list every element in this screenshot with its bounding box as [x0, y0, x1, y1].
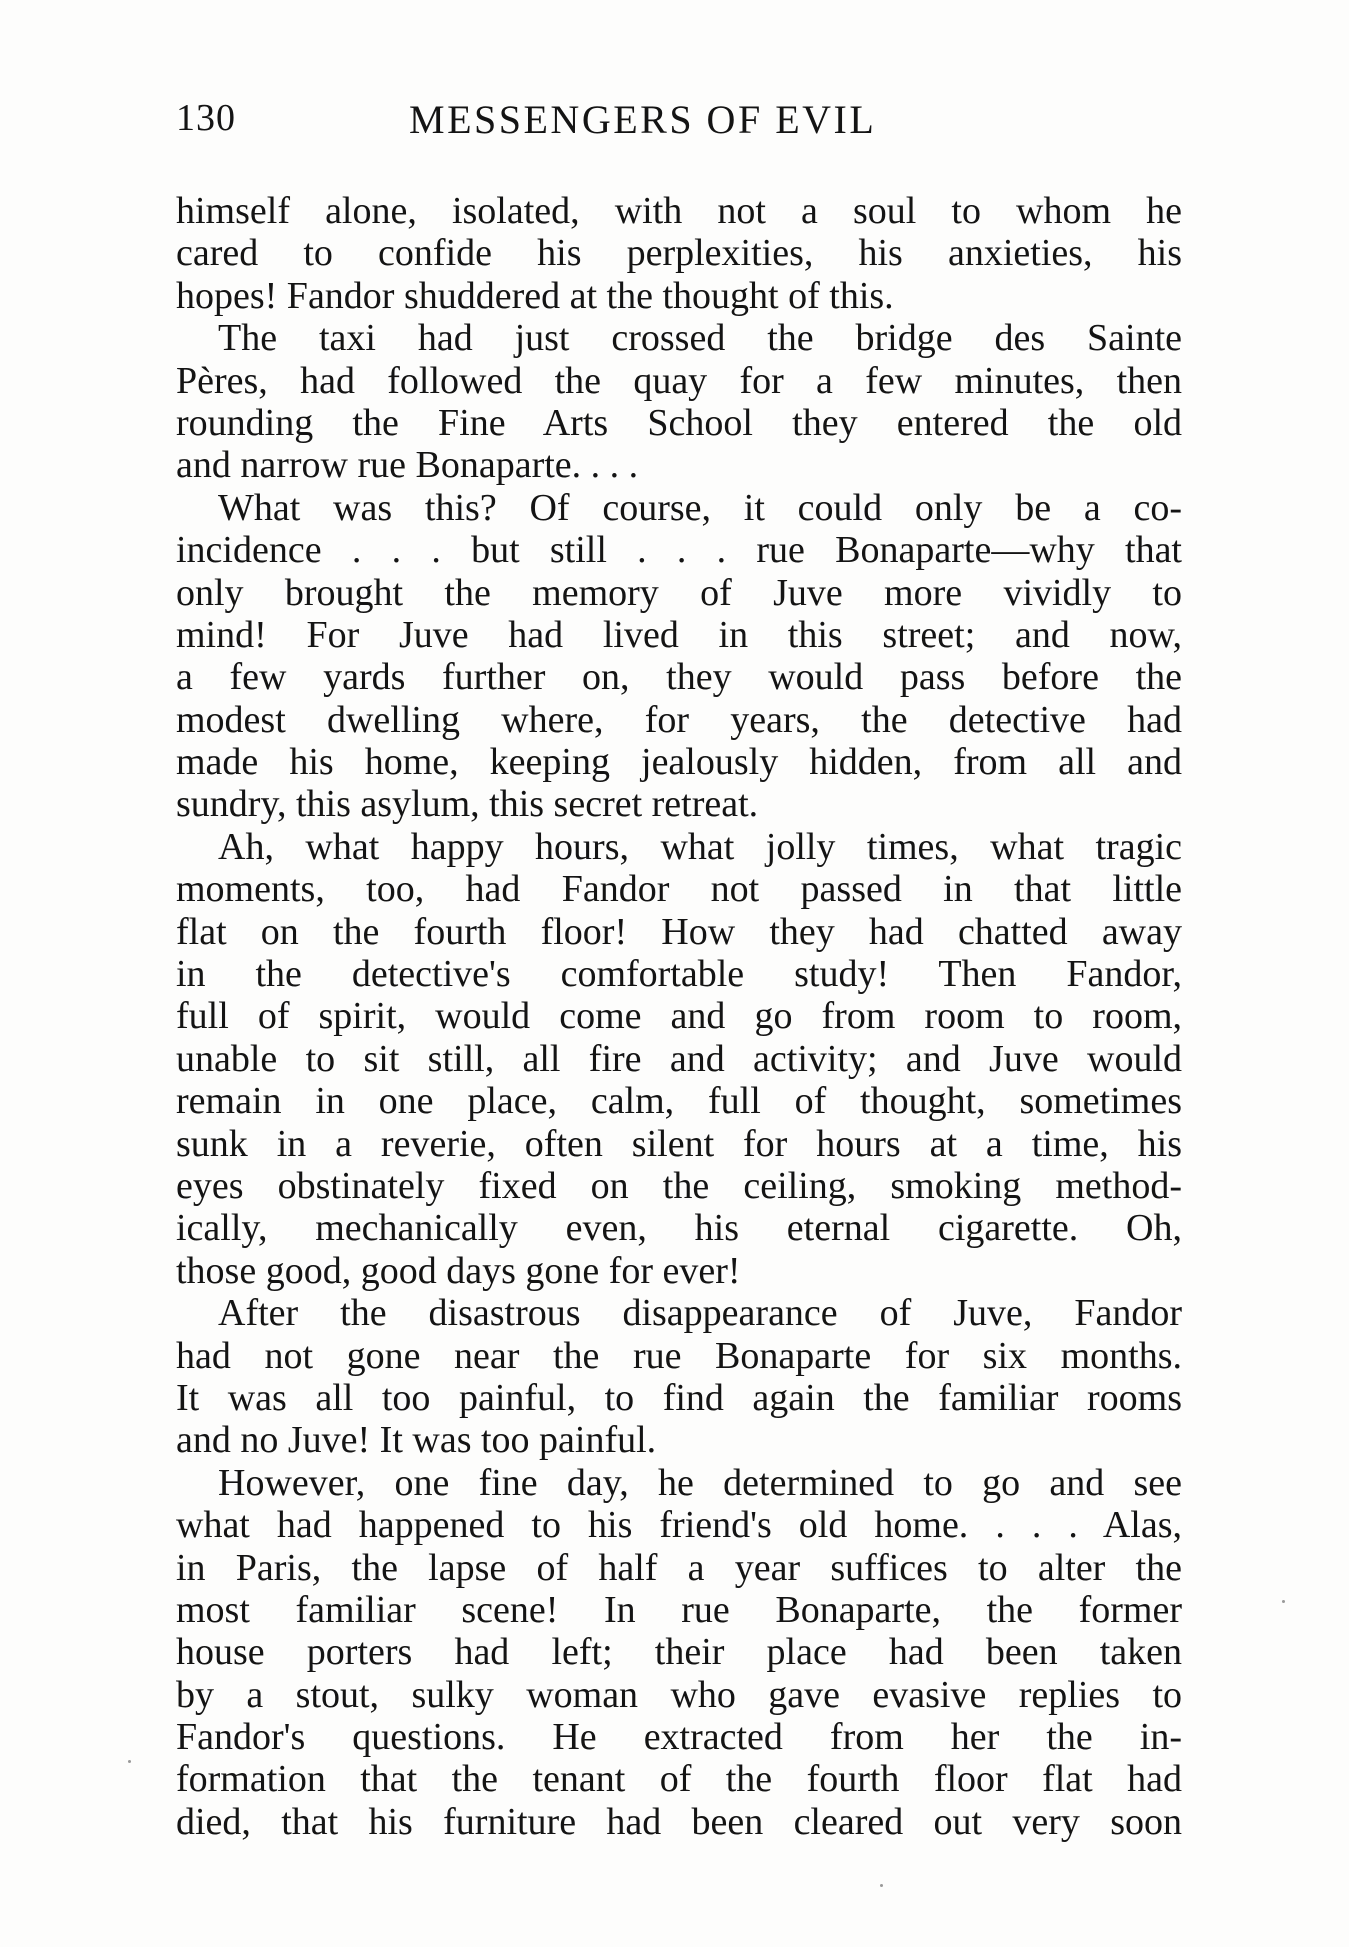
text-line: Fandor's questions. He extracted from her the in-	[176, 1716, 1182, 1759]
text-line: remain in one place, calm, full of thought, sometimes	[176, 1080, 1182, 1123]
scan-speck	[128, 1760, 131, 1763]
text-line: eyes obstinately fixed on the ceiling, smoking method-	[176, 1164, 1182, 1207]
text-line: After the disastrous disappearance of Juve, Fandor	[218, 1292, 1182, 1335]
text-line: most familiar scene! In rue Bonaparte, the former	[176, 1588, 1182, 1631]
scan-speck	[880, 1884, 883, 1887]
body-text	[176, 190, 1182, 1843]
text-line: and narrow rue Bonaparte. . . .	[176, 444, 639, 487]
text-line: It was all too painful, to find again the familiar rooms	[176, 1376, 1182, 1419]
text-line: what had happened to his friend's old home. . . . Alas,	[176, 1504, 1182, 1547]
text-line: cared to confide his perplexities, his anxieties, his	[176, 232, 1182, 275]
text-line: and no Juve! It was too painful.	[176, 1419, 657, 1462]
text-line: What was this? Of course, it could only be a co-	[218, 486, 1182, 529]
text-line: Pères, had followed the quay for a few minutes, then	[176, 359, 1182, 402]
text-line: However, one fine day, he determined to go and see	[218, 1461, 1182, 1504]
text-line: house porters had left; their place had been taken	[176, 1631, 1182, 1674]
text-line: a few yards further on, they would pass before the	[176, 656, 1182, 699]
text-line: mind! For Juve had lived in this street; and now,	[176, 613, 1182, 656]
running-head	[176, 96, 1188, 156]
text-line: formation that the tenant of the fourth floor flat had	[176, 1758, 1182, 1801]
text-line: only brought the memory of Juve more vividly to	[176, 571, 1182, 614]
text-line: Ah, what happy hours, what jolly times, what tragic	[218, 825, 1182, 868]
text-line: died, that his furniture had been cleared out very soon	[176, 1800, 1182, 1843]
text-line: sunk in a reverie, often silent for hours at a time, his	[176, 1122, 1182, 1165]
text-line: sundry, this asylum, this secret retreat.	[176, 783, 759, 826]
text-line: moments, too, had Fandor not passed in that little	[176, 868, 1182, 911]
text-line: The taxi had just crossed the bridge des Sainte	[218, 317, 1182, 360]
text-line: himself alone, isolated, with not a soul to whom he	[176, 190, 1182, 232]
text-line: hopes! Fandor shuddered at the thought of this.	[176, 274, 894, 317]
text-line: in Paris, the lapse of half a year suffices to alter the	[176, 1546, 1182, 1589]
text-line: full of spirit, would come and go from room to room,	[176, 995, 1182, 1038]
book-title: MESSENGERS OF EVIL	[409, 97, 877, 142]
text-line: flat on the fourth floor! How they had chatted away	[176, 910, 1182, 953]
text-line: incidence . . . but still . . . rue Bonaparte—why that	[176, 529, 1182, 572]
text-line: modest dwelling where, for years, the detective had	[176, 698, 1182, 741]
text-line: rounding the Fine Arts School they entered the old	[176, 401, 1182, 444]
text-line: in the detective's comfortable study! Then Fandor,	[176, 953, 1182, 996]
text-line: by a stout, sulky woman who gave evasive replies to	[176, 1673, 1182, 1716]
text-line: unable to sit still, all fire and activity; and Juve would	[176, 1037, 1182, 1080]
text-line: those good, good days gone for ever!	[176, 1249, 741, 1292]
page-number: 130	[176, 97, 236, 139]
scan-speck	[1282, 1600, 1285, 1603]
text-line: ically, mechanically even, his eternal cigarette. Oh,	[176, 1207, 1182, 1250]
text-line: made his home, keeping jealously hidden, from all and	[176, 741, 1182, 784]
text-line: had not gone near the rue Bonaparte for six months.	[176, 1334, 1182, 1377]
